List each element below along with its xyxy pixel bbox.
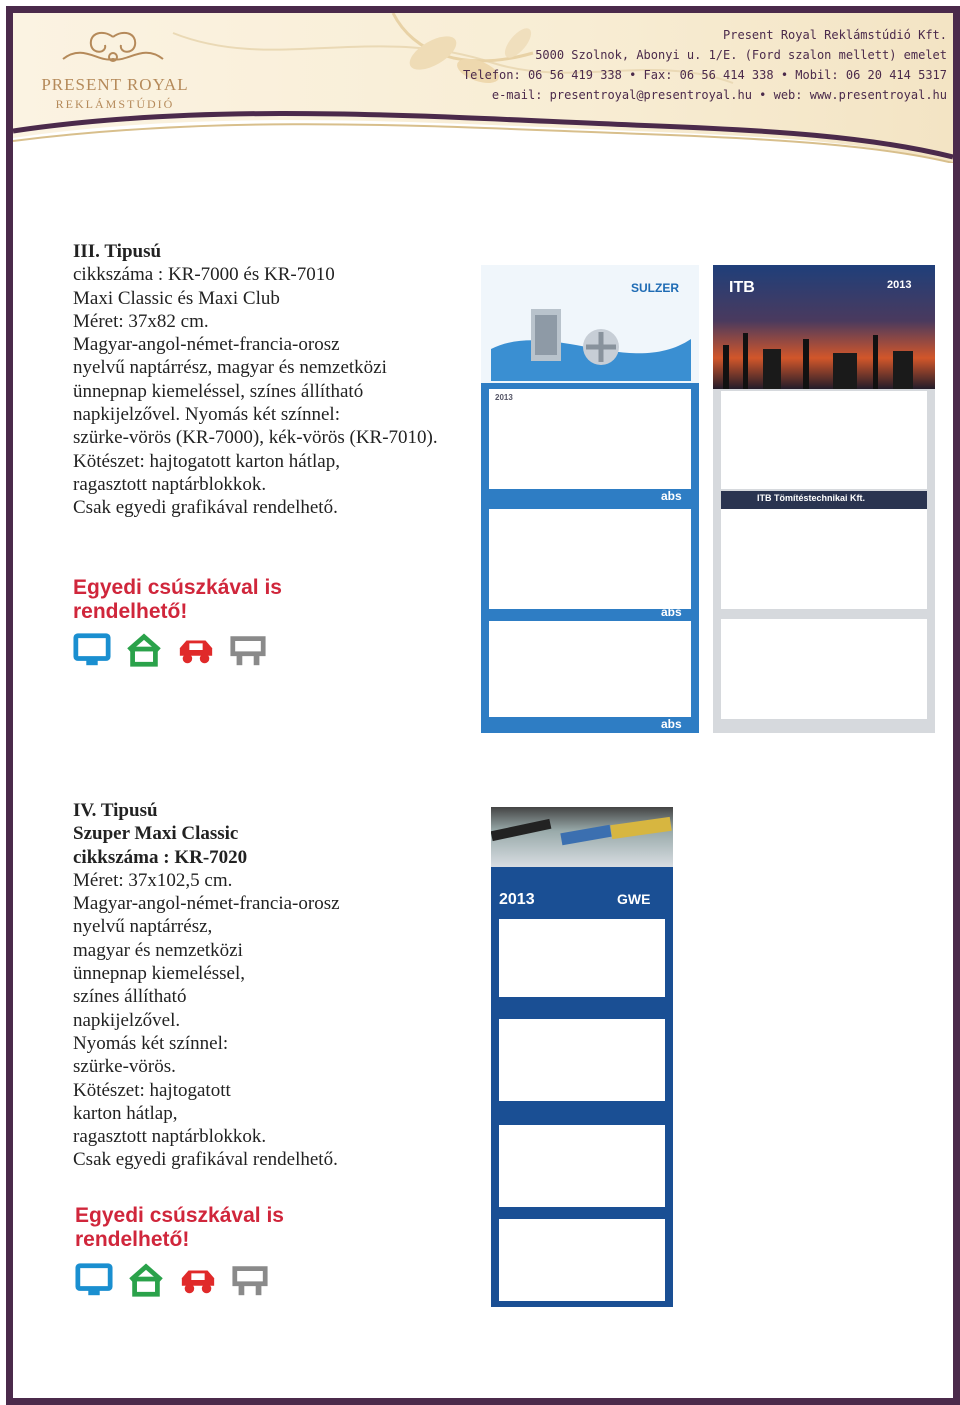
section-4-line: Kötészet: hajtogatott (73, 1079, 231, 1101)
section-4-line: Méret: 37x102,5 cm. (73, 869, 233, 891)
house-icon (127, 1261, 165, 1299)
sulzer-footer-logo: abs (661, 605, 682, 619)
section-3-line: Kötészet: hajtogatott karton hátlap, (73, 450, 340, 472)
section-4-line: Csak egyedi grafikával rendelhető. (73, 1149, 338, 1171)
slider-note-4 (75, 1204, 284, 1252)
sulzer-brand: SULZER (631, 281, 679, 295)
calendar-month (489, 509, 691, 609)
slider-icons-3 (73, 631, 267, 669)
calendar-month (499, 1125, 665, 1207)
section-3-line: ünnepnap kiemeléssel, színes állítható (73, 380, 364, 402)
slider-note-line: rendelhető! (73, 600, 188, 623)
calendar-month (721, 391, 927, 489)
section-3-line: nyelvű naptárrész, magyar és nemzetközi (73, 357, 387, 379)
section-4-line: szürke-vörös. (73, 1056, 176, 1078)
calendar-gwe (491, 807, 673, 1307)
slider-note-line: Egyedi csúszkával is (75, 1204, 284, 1227)
logo-name: PRESENT ROYAL (41, 75, 189, 94)
section-4-subtitle: Szuper Maxi Classic (73, 823, 239, 845)
sulzer-year: 2013 (495, 393, 513, 402)
calendar-month (489, 621, 691, 717)
itb-company: ITB Tömítéstechnikai Kft. (757, 493, 866, 503)
car-red-icon (177, 631, 215, 669)
sulzer-footer-logo: abs (661, 717, 682, 731)
pump-photo (491, 289, 691, 381)
section-3-line: Méret: 37x82 cm. (73, 310, 209, 332)
phone-line: Telefon: 06 56 419 338 • Fax: 06 56 414 338 • Mobil: 06 20 414 5317 (462, 68, 947, 82)
email-web-line: e-mail: presentroyal@presentroyal.hu • web: www.presentroyal.hu (491, 88, 947, 102)
section-3-line: napkijelzővel. Nyomás két színnel: (73, 404, 340, 426)
calendar-month (721, 619, 927, 719)
section-4-line: ragasztott naptárblokkok. (73, 1126, 267, 1148)
sulzer-footer-logo: abs (661, 489, 682, 503)
calendar-month (499, 1219, 665, 1301)
slider-note-3 (73, 576, 282, 624)
section-3-title: III. Tipusú (73, 241, 162, 262)
section-3-text (73, 240, 438, 520)
section-4-line: nyelvű naptárrész, (73, 916, 213, 938)
logo-ornament-icon (53, 29, 173, 75)
section-4-product-code: cikkszáma : KR-7020 (73, 846, 248, 868)
car-gray-icon (229, 631, 267, 669)
house-icon (125, 631, 163, 669)
section-4-line: karton hátlap, (73, 1102, 178, 1124)
company-name: Present Royal Reklámstúdió Kft. (723, 28, 947, 42)
address: 5000 Szolnok, Abonyi u. 1/E. (Ford szalon mellett) emelet (535, 48, 947, 62)
gwe-year: 2013 (499, 891, 535, 908)
section-3-line: Magyar-angol-német-francia-orosz (73, 334, 340, 356)
slider-note-line: Egyedi csúszkával is (73, 576, 282, 599)
calendar-month (499, 1019, 665, 1101)
letterhead (13, 13, 953, 163)
calendar-sulzer (481, 265, 699, 733)
section-4-title: IV. Tipusú (73, 800, 158, 821)
monitor-icon (75, 1261, 113, 1299)
refinery-skyline (713, 325, 935, 389)
slider-note-line: rendelhető! (75, 1228, 190, 1251)
section-4-text (73, 799, 340, 1172)
calendar-itb (713, 265, 935, 733)
page-frame (6, 6, 960, 1405)
pipes-graphic (491, 815, 673, 859)
section-3-line: Csak egyedi grafikával rendelhető. (73, 497, 338, 519)
section-4-line: magyar és nemzetközi (73, 939, 243, 961)
section-3-line: cikkszáma : KR-7000 és KR-7010 (73, 264, 335, 286)
section-4-line: ünnepnap kiemeléssel, (73, 963, 246, 985)
section-3-line: ragasztott naptárblokkok. (73, 473, 267, 495)
monitor-icon (73, 631, 111, 669)
section-3-line: Maxi Classic és Maxi Club (73, 287, 280, 309)
itb-brand: ITB (729, 279, 755, 296)
slider-icons-4 (75, 1261, 269, 1299)
contact-block (463, 25, 947, 105)
section-4-line: napkijelzővel. (73, 1009, 181, 1031)
section-4-line: Nyomás két színnel: (73, 1032, 229, 1054)
calendar-month (499, 919, 665, 997)
logo-subtitle: REKLÁMSTÚDIÓ (55, 97, 175, 111)
section-3-line: szürke-vörös (KR-7000), kék-vörös (KR-7010). (73, 427, 438, 449)
calendar-month (721, 509, 927, 609)
section-4-line: színes állítható (73, 986, 187, 1008)
section-4-line: Magyar-angol-német-francia-orosz (73, 893, 340, 915)
car-gray-icon (231, 1261, 269, 1299)
itb-year: 2013 (887, 279, 912, 291)
gwe-brand: GWE (617, 891, 651, 907)
calendar-month (489, 389, 691, 489)
car-red-icon (179, 1261, 217, 1299)
